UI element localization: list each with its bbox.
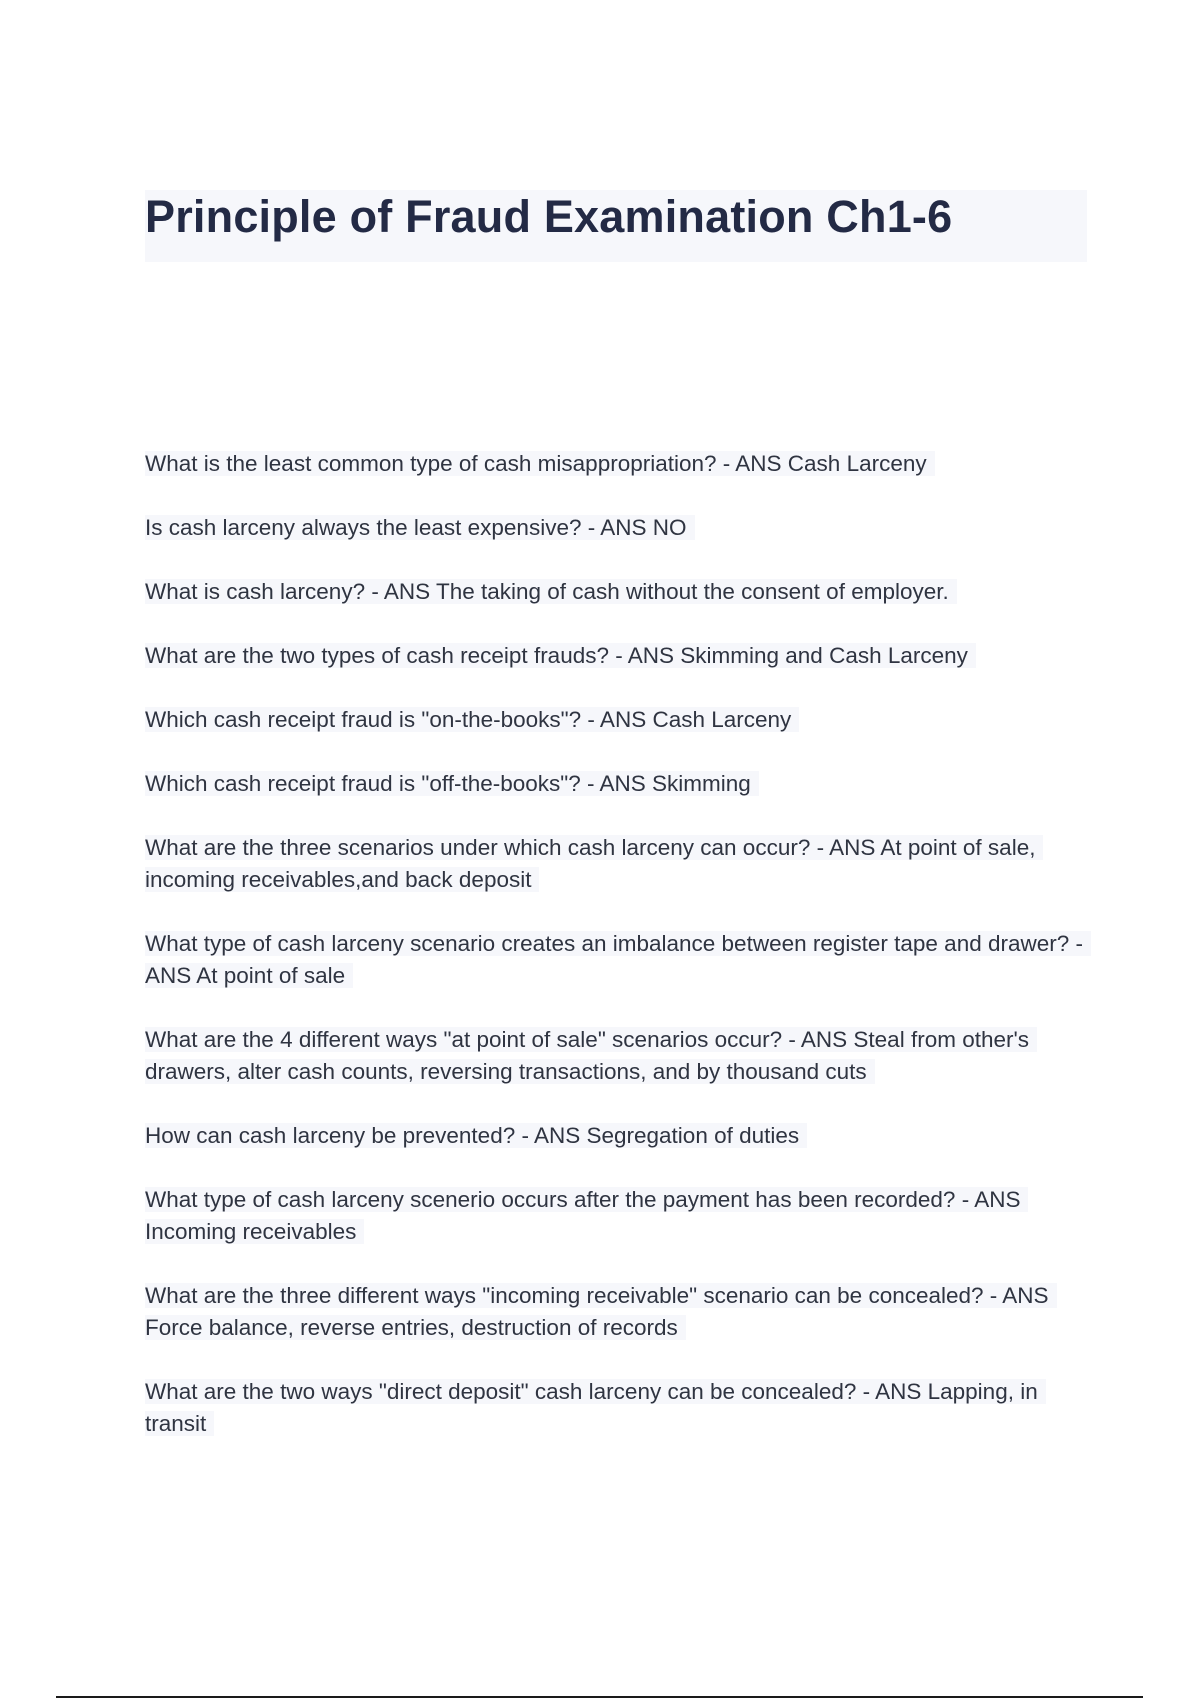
qa-text: How can cash larceny be prevented? - ANS Segregation of duties [145, 1123, 807, 1148]
qa-item [145, 1280, 1090, 1344]
qa-item [145, 448, 1090, 480]
qa-item [145, 512, 1090, 544]
qa-text: What type of cash larceny scenerio occurs after the payment has been recorded? - ANS Incoming receivables [145, 1187, 1028, 1244]
qa-text: What are the 4 different ways "at point of sale" scenarios occur? - ANS Steal from other's drawers, alter cash counts, reversing transactions, and by thousand cuts [145, 1027, 1037, 1084]
qa-text: Which cash receipt fraud is "off-the-books"? - ANS Skimming [145, 771, 759, 796]
qa-text: What are the two types of cash receipt frauds? - ANS Skimming and Cash Larceny [145, 643, 976, 668]
qa-text: What type of cash larceny scenario creates an imbalance between register tape and drawer? - ANS At point of sale [145, 931, 1091, 988]
qa-text: Is cash larceny always the least expensive? - ANS NO [145, 515, 695, 540]
qa-item [145, 1120, 1090, 1152]
title-block [145, 190, 1087, 262]
qa-item [145, 832, 1090, 896]
qa-text: What are the three different ways "incoming receivable" scenario can be concealed? - ANS Force balance, reverse entries, destruction of records [145, 1283, 1057, 1340]
qa-item [145, 1376, 1090, 1440]
qa-item [145, 640, 1090, 672]
qa-item [145, 1024, 1090, 1088]
page-title: Principle of Fraud Examination Ch1-6 [145, 191, 953, 242]
footer-divider [56, 1696, 1143, 1698]
qa-text: Which cash receipt fraud is "on-the-books"? - ANS Cash Larceny [145, 707, 799, 732]
qa-text: What are the three scenarios under which cash larceny can occur? - ANS At point of sale, incoming receivables,and back deposit [145, 835, 1043, 892]
qa-item [145, 576, 1090, 608]
qa-item [145, 1184, 1090, 1248]
qa-item [145, 704, 1090, 736]
qa-text: What is the least common type of cash misappropriation? - ANS Cash Larceny [145, 451, 935, 476]
qa-list [145, 448, 1090, 1472]
qa-item [145, 768, 1090, 800]
qa-item [145, 928, 1090, 992]
qa-text: What is cash larceny? - ANS The taking of cash without the consent of employer. [145, 579, 957, 604]
qa-text: What are the two ways "direct deposit" cash larceny can be concealed? - ANS Lapping, in transit [145, 1379, 1046, 1436]
